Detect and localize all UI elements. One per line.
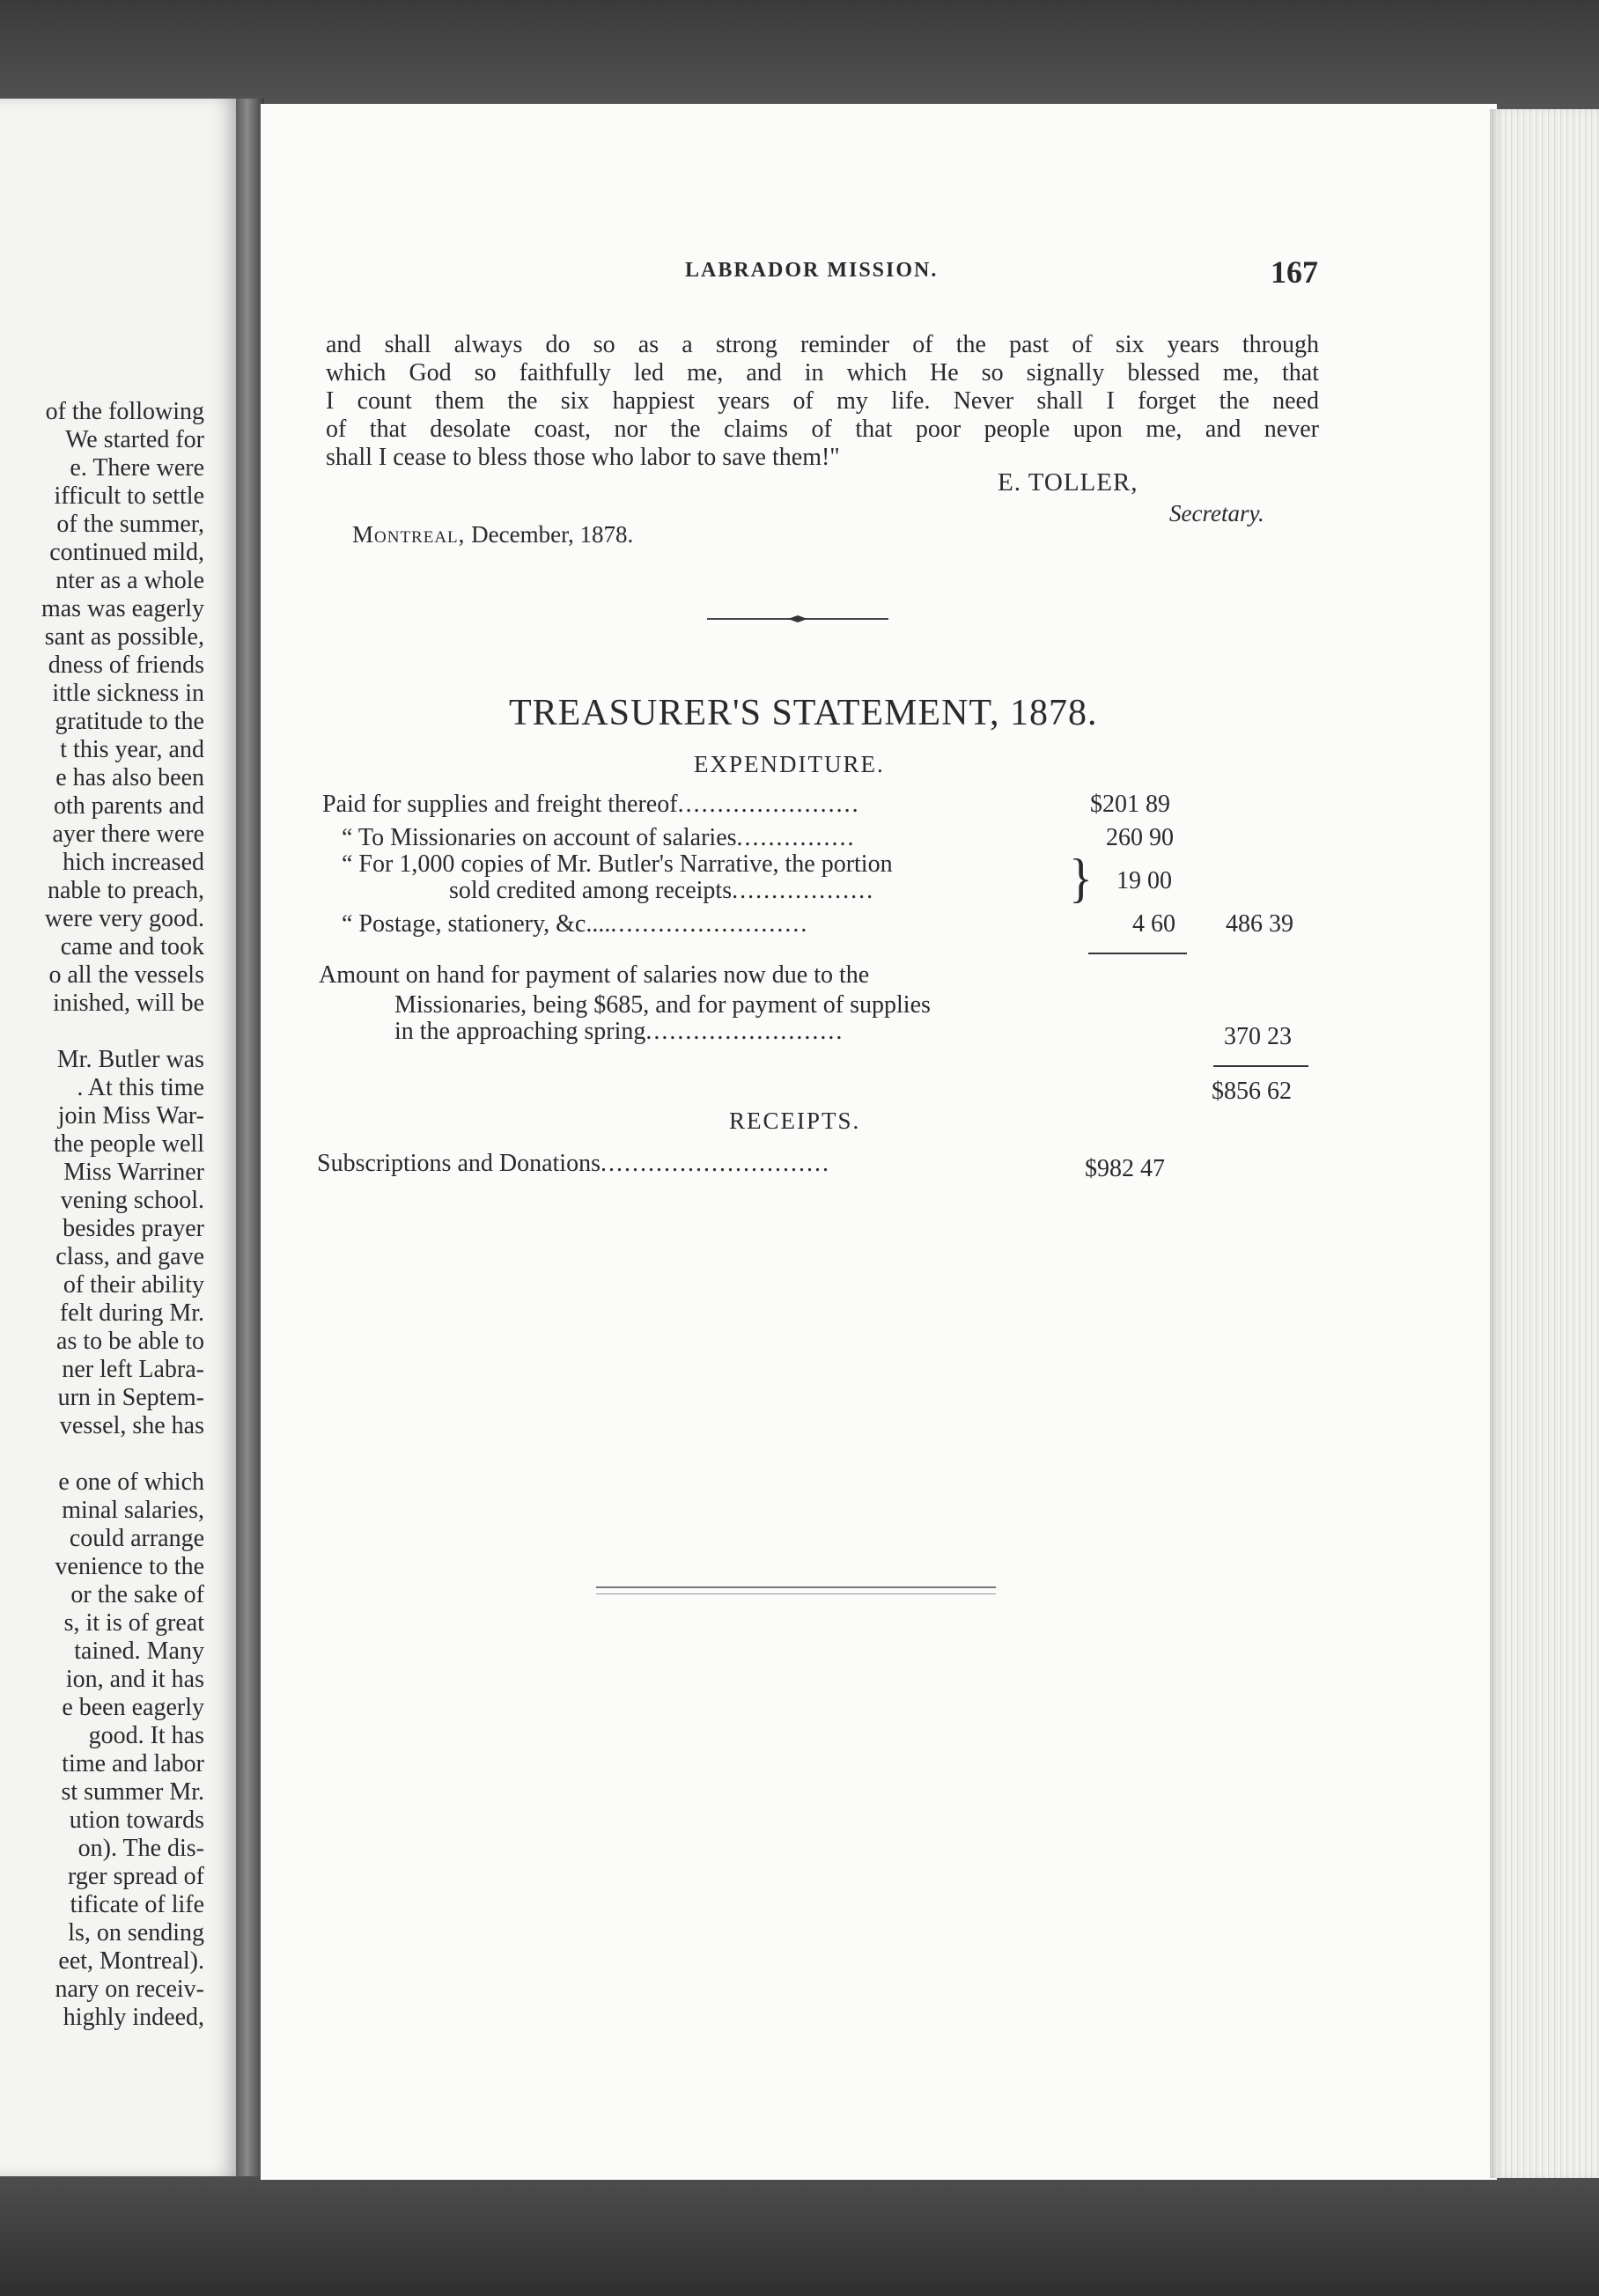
left-page-line: highly indeed, — [63, 2004, 204, 2031]
left-page-line: ution towards — [69, 1807, 204, 1834]
left-page-line: besides prayer — [63, 1215, 204, 1242]
page-edges — [1490, 109, 1599, 2178]
left-page-line: good. It has — [88, 1722, 204, 1749]
left-page-line: gratitude to the — [55, 708, 204, 735]
left-page-line: tificate of life — [70, 1891, 204, 1918]
page-number: 167 — [1271, 254, 1318, 290]
receipt-item: Subscriptions and Donations............................. — [317, 1150, 830, 1177]
place-date — [352, 521, 633, 548]
left-page-line: the people well — [53, 1130, 204, 1158]
ornament-divider — [707, 612, 888, 626]
left-page-line — [0, 1018, 204, 1046]
running-head: LABRADOR MISSION. — [685, 259, 939, 282]
left-page-line: We started for — [65, 426, 204, 453]
letter-line: I count them the six happiest years of my life. Never shall I forget the need — [326, 387, 1319, 415]
left-page-line: Miss Warriner — [63, 1159, 204, 1186]
left-page-line: ner left Labra- — [62, 1356, 204, 1383]
left-page-line: continued mild, — [49, 539, 204, 566]
left-page-line: rger spread of — [68, 1863, 204, 1890]
left-page-text — [0, 398, 204, 2032]
expenditure-item: “ Postage, stationery, &c............................. — [342, 910, 809, 938]
left-page-line: ls, on sending — [68, 1919, 204, 1946]
expenditure-item: Paid for supplies and freight thereof....................... — [322, 791, 860, 818]
signature-title: Secretary. — [1169, 500, 1264, 526]
expenditure-item: “ To Missionaries on account of salaries............... — [342, 824, 856, 851]
left-page-line: on). The dis- — [77, 1835, 204, 1862]
expenditure-total: 486 39 — [1226, 910, 1293, 938]
left-page-line: Mr. Butler was — [56, 1046, 204, 1073]
left-page-line: urn in Septem- — [57, 1384, 204, 1411]
left-page-line: join Miss War- — [57, 1102, 204, 1130]
left-page-line: dness of friends — [48, 651, 204, 679]
left-page-line: as to be able to — [56, 1328, 204, 1355]
statement-title: TREASURER'S STATEMENT, 1878. — [509, 693, 1098, 733]
left-page-line: time and labor — [62, 1750, 204, 1777]
left-page-line: e. There were — [70, 454, 204, 482]
left-page-line: s, it is of great — [63, 1609, 204, 1637]
left-page-line: nary on receiv- — [55, 1976, 204, 2003]
on-hand-line: in the approaching spring......................... — [394, 1018, 844, 1045]
expenditure-amount: 4 60 — [1132, 910, 1175, 938]
place: Montreal, — [352, 521, 466, 548]
left-page-line: e one of which — [58, 1468, 204, 1496]
left-page-line: could arrange — [69, 1525, 204, 1552]
left-page-line: of the summer, — [56, 511, 204, 538]
expenditure-amount: 260 90 — [1106, 824, 1174, 851]
left-page-line: inished, will be — [53, 990, 204, 1017]
left-page-line: eet, Montreal). — [58, 1947, 204, 1975]
left-page-line: t this year, and — [60, 736, 204, 763]
left-page — [0, 99, 239, 2176]
expenditure-item: “ For 1,000 copies of Mr. Butler's Narrative, the portion — [342, 850, 893, 878]
left-page-line: nter as a whole — [55, 567, 204, 594]
left-page-line: oth parents and — [53, 792, 204, 820]
footer-rule — [596, 1586, 996, 1594]
left-page-line: . At this time — [77, 1074, 204, 1101]
letter-closing — [326, 331, 1319, 472]
letter-line: which God so faithfully led me, and in which He so signally blessed me, that — [326, 359, 1319, 386]
left-page-line: of their ability — [63, 1271, 204, 1299]
left-page-line: were very good. — [44, 905, 204, 932]
background-top — [0, 0, 1599, 114]
signature-name: E. TOLLER, — [998, 468, 1138, 497]
letter-line: and shall always do so as a strong reminder of the past of six years through — [326, 331, 1319, 358]
left-page-line: ittle sickness in — [52, 680, 204, 707]
left-page-line: e been eagerly — [62, 1694, 204, 1721]
left-page-line: or the sake of — [70, 1581, 204, 1608]
rule — [1088, 953, 1187, 954]
left-page-line: ion, and it has — [65, 1666, 204, 1693]
receipt-amount: $982 47 — [1085, 1155, 1165, 1182]
date: December, 1878. — [471, 521, 634, 548]
left-page-line: sant as possible, — [44, 623, 204, 651]
left-page-line: came and took — [60, 933, 204, 960]
expenditure-amount: $201 89 — [1090, 791, 1170, 818]
brace: } — [1069, 848, 1093, 909]
expenditure-amount: 19 00 — [1116, 867, 1172, 894]
left-page-line: minal salaries, — [62, 1497, 204, 1524]
on-hand-line: Missionaries, being $685, and for payment of supplies — [394, 991, 931, 1019]
left-page-line: vessel, she has — [59, 1412, 204, 1439]
on-hand-line: Amount on hand for payment of salaries now due to the — [319, 961, 870, 989]
expenditure-heading: EXPENDITURE. — [694, 751, 885, 777]
left-page-line: class, and gave — [55, 1243, 204, 1270]
left-page-line: venience to the — [55, 1553, 204, 1580]
left-page-line: of the following — [45, 398, 204, 425]
letter-line: shall I cease to bless those who labor to save them!" — [326, 444, 840, 471]
left-page-line: st summer Mr. — [61, 1778, 204, 1806]
left-page-line: felt during Mr. — [59, 1299, 204, 1327]
left-page-line: ayer there were — [52, 821, 204, 848]
left-page-line: vening school. — [60, 1187, 204, 1214]
left-page-line: nable to preach, — [47, 877, 204, 904]
left-page-line: ifficult to settle — [54, 482, 204, 510]
receipts-heading: RECEIPTS. — [729, 1108, 861, 1134]
grand-total: $856 62 — [1212, 1078, 1292, 1105]
left-page-line: o all the vessels — [48, 961, 204, 989]
rule — [1213, 1065, 1308, 1067]
expenditure-item-continued: sold credited among receipts.................. — [449, 877, 875, 904]
left-page-line: hich increased — [63, 849, 204, 876]
left-page-line: mas was eagerly — [41, 595, 204, 622]
left-page-line — [0, 1440, 204, 1468]
left-page-line: e has also been — [55, 764, 204, 791]
letter-line: of that desolate coast, nor the claims of that poor people upon me, and never — [326, 416, 1319, 443]
left-page-line: tained. Many — [74, 1637, 204, 1665]
on-hand-amount: 370 23 — [1224, 1023, 1292, 1050]
